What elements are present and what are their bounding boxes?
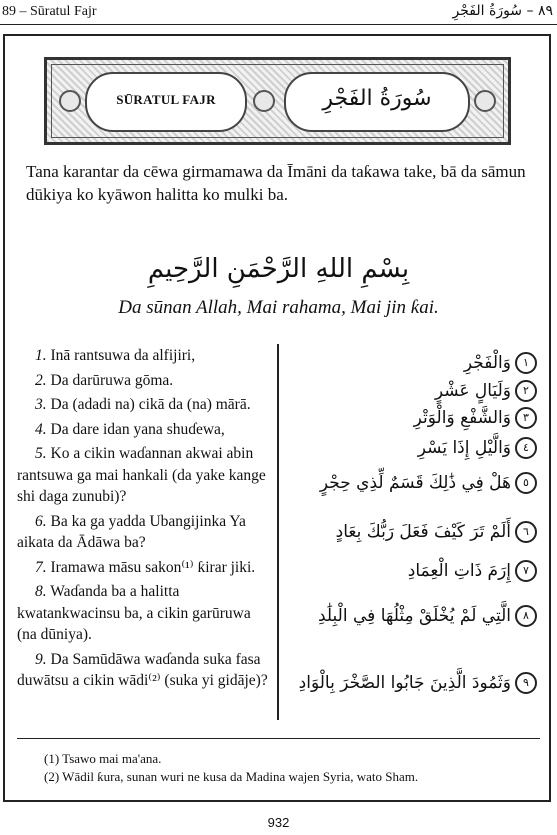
verse-translation xyxy=(17,649,273,692)
verse-translation xyxy=(17,581,273,646)
verse-number-icon: ٦ xyxy=(515,521,537,543)
verse-text: Da darūruwa gōma. xyxy=(50,371,174,389)
verse-number: 8. xyxy=(35,583,47,600)
running-header-right: ٨٩ – سُورَةُ الفَجْرِ xyxy=(452,3,553,19)
verse-number: 1. xyxy=(35,347,47,364)
verse-translation xyxy=(17,557,273,579)
arabic-verse xyxy=(414,407,537,429)
footnote-1: (1) Tsawo mai ma'ana. xyxy=(44,751,162,766)
verse-text: Ba ka ga yadda Ubangijinka Ya aikata da Ādāwa ba? xyxy=(17,512,246,551)
arabic-verse-text: وَالشَّفْعِ وَالْوَتْرِ xyxy=(413,408,511,428)
surah-title-banner xyxy=(44,57,511,145)
arabic-verse-text: وَلَيَالٍ عَشْرٍ xyxy=(434,381,511,401)
column-divider xyxy=(277,344,279,720)
arabic-verse xyxy=(435,380,537,402)
verse-text: Ko a cikin waɗannan akwai abin rantsuwa ga mai hankali (da yake kange shi daga zunubi)? xyxy=(17,445,266,505)
verse-translation xyxy=(17,394,273,416)
arabic-verse-text: هَلْ فِي ذَٰلِكَ قَسَمٌ لِّذِي حِجْرٍ xyxy=(319,473,511,493)
verse-number-icon: ١ xyxy=(515,352,537,374)
verse-number: 2. xyxy=(35,371,47,389)
arabic-verse xyxy=(336,521,537,543)
arabic-verse-text: أَلَمْ تَرَ كَيْفَ فَعَلَ رَبُّكَ بِعَادٍ xyxy=(335,522,511,542)
arabic-verse xyxy=(318,605,537,627)
verse-number: 5. xyxy=(35,445,47,462)
arabic-verse xyxy=(299,672,537,694)
verse-number-icon: ٩ xyxy=(515,672,537,694)
cartouche-arabic xyxy=(284,72,470,132)
verse-number: 4. xyxy=(35,420,47,438)
verse-number-icon: ٨ xyxy=(515,605,537,627)
page-number: 932 xyxy=(267,815,290,830)
verse-text: Da (adadi na) cikā da (na) mārā. xyxy=(50,396,251,413)
verse-translation xyxy=(17,419,273,441)
translation-column xyxy=(17,345,273,695)
verse-translation xyxy=(17,345,273,367)
arabic-verse xyxy=(320,472,537,494)
header-rule xyxy=(0,24,557,25)
verse-number-icon: ٣ xyxy=(515,407,537,429)
arabic-verse-text: وَالْفَجْرِ xyxy=(463,353,511,373)
arabic-verse xyxy=(418,437,537,459)
surah-title-arabic: سُورَةُ الفَجْرِ xyxy=(322,86,432,111)
verse-translation xyxy=(17,370,273,392)
footnote-2: (2) Wādil ƙura, sunan wuri ne kusa da Madina wajen Syria, wato Sham. xyxy=(44,769,419,784)
verse-number-icon: ٤ xyxy=(515,437,537,459)
bismillah-arabic: بِسْمِ اللهِ الرَّحْمَنِ الرَّحِيمِ xyxy=(147,254,410,284)
ornament-icon xyxy=(474,90,496,112)
ornament-icon xyxy=(253,90,275,112)
verse-number: 9. xyxy=(35,650,47,668)
arabic-verse-text: الَّتِي لَمْ يُخْلَقْ مِثْلُهَا فِي الْبِلَٰدِ xyxy=(318,606,511,626)
verse-text: Da dare idan yana shuɗewa, xyxy=(50,420,225,438)
surah-title-latin: SŪRATUL FAJR xyxy=(116,92,216,107)
cartouche-latin xyxy=(85,72,247,132)
verse-text: Da Samūdāwa waɗanda suka fasa duwātsu a cikin wādi⁽²⁾ (suka yi gidāje)? xyxy=(17,650,268,689)
verse-number: 3. xyxy=(35,396,47,413)
arabic-verse xyxy=(464,352,537,374)
verse-text: Iramawa māsu sakon⁽¹⁾ ƙirar jiki. xyxy=(50,558,256,576)
footnote-rule xyxy=(17,738,540,739)
bismillah-translation: Da sūnan Allah, Mai rahama, Mai jin ƙai. xyxy=(118,297,439,318)
verse-translation xyxy=(17,511,273,554)
ornament-icon xyxy=(59,90,81,112)
verse-number-icon: ٢ xyxy=(515,380,537,402)
verse-number-icon: ٧ xyxy=(515,560,537,582)
verse-text: Inā rantsuwa da alfijiri, xyxy=(50,347,196,364)
verse-translation xyxy=(17,443,273,508)
arabic-verse xyxy=(408,560,537,582)
surah-introduction: Tana karantar da cēwa girmamawa da Īmāni da taƙawa take, bā da sāmun dūkiya ko kyāwon halitta ko mulki ba. xyxy=(26,162,526,204)
arabic-verse-text: إِرَمَ ذَاتِ الْعِمَادِ xyxy=(407,561,511,581)
arabic-verse-text: وَالَّيْلِ إِذَا يَسْرِ xyxy=(417,438,511,458)
verse-number: 6. xyxy=(35,512,47,530)
verse-number-icon: ٥ xyxy=(515,472,537,494)
verse-number: 7. xyxy=(35,558,47,576)
verse-text: Waɗanda ba a halitta kwatankwacinsu ba, a cikin garūruwa (na dūniya). xyxy=(17,583,251,643)
arabic-verse-text: وَثَمُودَ الَّذِينَ جَابُوا الصَّخْرَ بِالْوَادِ xyxy=(298,673,511,693)
running-header-left: 89 – Sūratul Fajr xyxy=(2,4,97,19)
